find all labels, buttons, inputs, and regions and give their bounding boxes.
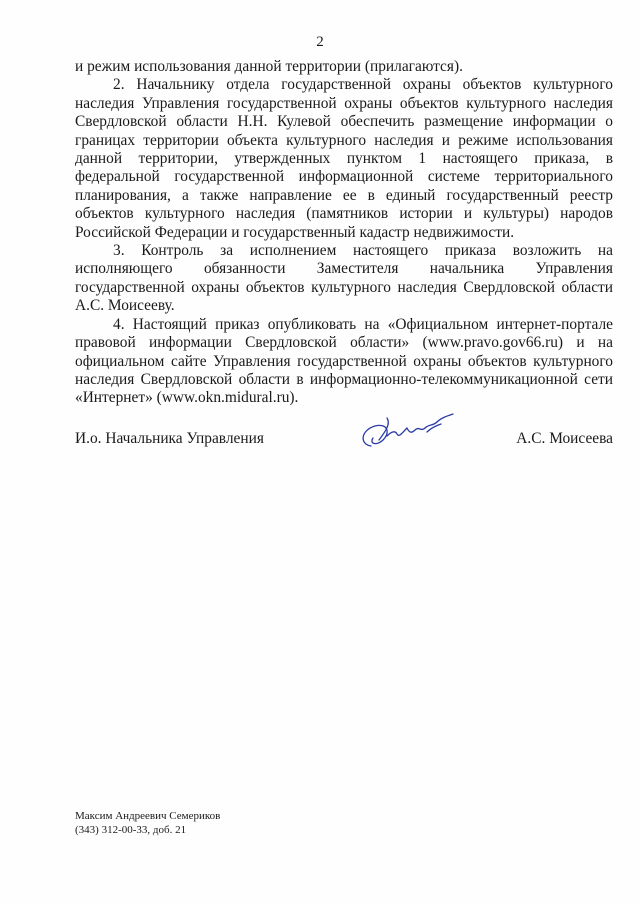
executor-name: Максим Андреевич Семериков — [75, 810, 221, 822]
signatory-name: А.С. Моисеева — [516, 430, 613, 447]
paragraph-item-3: 3. Контроль за исполнением настоящего приказа возложить на исполняющего обязанности Заместителя начальника Управления государственной охраны объектов культурного наследия Свердловской области А.С. Моисееву. — [75, 242, 613, 315]
executor-info — [75, 810, 220, 837]
signature-block — [75, 424, 613, 464]
handwritten-signature — [357, 410, 467, 460]
document-body — [75, 58, 613, 408]
paragraph-item-2: 2. Начальнику отдела государственной охраны объектов культурного наследия Управления государственной охраны объектов культурного наследия Свердловской области Н.Н. Кулевой обеспечить размещение информации о границах территории объекта культурного наследия и режиме использования данной территории, утвержденных пунктом 1 настоящего приказа, в федеральной государственной информационной системе территориального планирования, а также направление ее в единый государственный реестр объектов культурного наследия (памятников истории и культуры) народов Российской Федерации и государственный кадастр недвижимости. — [75, 76, 613, 241]
paragraph-item-4: 4. Настоящий приказ опубликовать на «Официальном интернет-портале правовой информации Свердловской области» (www.pravo.gov66.ru) и на официальном сайте Управления государственной охраны объектов культурного наследия Свердловской области в информационно-телекоммуникационной сети «Интернет» (www.okn.midural.ru). — [75, 315, 613, 407]
page-number: 2 — [316, 34, 324, 50]
paragraph-continuation: и режим использования данной территории (прилагаются). — [75, 58, 463, 75]
executor-phone: (343) 312-00-33, доб. 21 — [75, 823, 187, 836]
signatory-title: И.о. Начальника Управления — [75, 430, 264, 447]
